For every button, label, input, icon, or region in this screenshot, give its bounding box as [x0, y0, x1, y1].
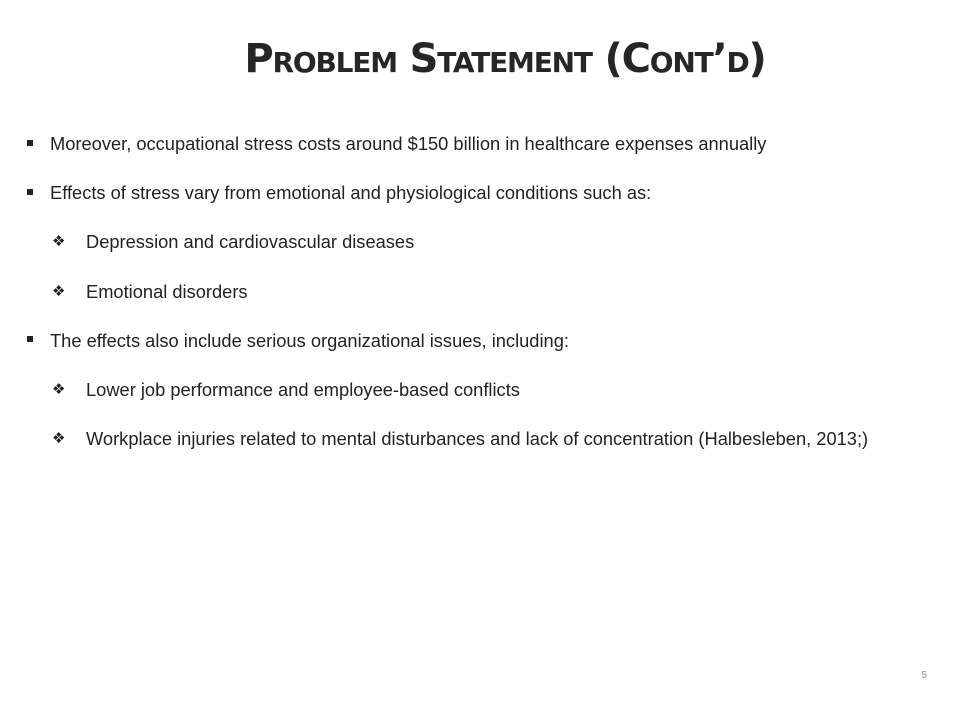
slide-title: Problem Statement (Cont’d): [244, 36, 766, 82]
sub-bullet-item: [0, 228, 960, 277]
diamond-bullet-icon: ❖: [52, 282, 66, 300]
bullet-list: [0, 130, 960, 474]
bullet-text: The effects also include serious organizational issues, including:: [50, 329, 569, 351]
diamond-bullet-icon: ❖: [52, 380, 66, 398]
bullet-item: [0, 130, 960, 179]
sub-bullet-text: Emotional disorders: [86, 280, 248, 302]
sub-bullet-item: [0, 278, 960, 327]
square-bullet-icon: [27, 130, 33, 158]
bullet-text: Effects of stress vary from emotional and physiological conditions such as:: [50, 182, 652, 204]
square-bullet-icon: [27, 179, 33, 207]
sub-bullet-text: Lower job performance and employee-based conflicts: [86, 378, 520, 400]
bullet-item: [0, 327, 960, 376]
square-bullet-icon: [27, 327, 33, 355]
page-number: 5: [921, 670, 927, 681]
sub-bullet-item: [0, 376, 960, 425]
bullet-text: Moreover, occupational stress costs around $150 billion in healthcare expenses annually: [50, 133, 767, 154]
diamond-bullet-icon: ❖: [52, 430, 66, 448]
sub-bullet-text: Workplace injuries related to mental disturbances and lack of concentration (Halbesleben, 2013;): [86, 428, 869, 450]
bullet-item: [0, 179, 960, 228]
sub-bullet-item: [0, 425, 960, 474]
sub-bullet-text: Depression and cardiovascular diseases: [86, 231, 415, 253]
diamond-bullet-icon: ❖: [52, 233, 66, 251]
